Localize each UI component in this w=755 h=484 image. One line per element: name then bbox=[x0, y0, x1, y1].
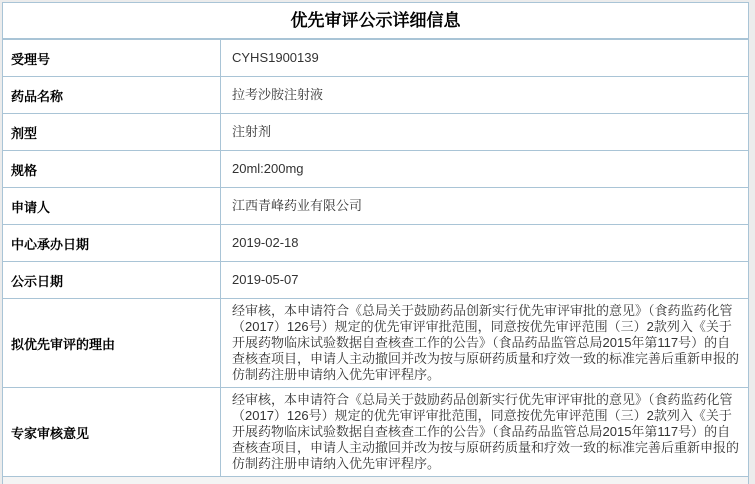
row-label: 规格 bbox=[3, 151, 221, 188]
row-label: 剂型 bbox=[3, 114, 221, 151]
table-row bbox=[3, 262, 749, 299]
row-value: 经审核，本申请符合《总局关于鼓励药品创新实行优先审评审批的意见》（食药监药化管（2017）126号）规定的优先审评审批范围，同意按优先审评范围（三）2款列入《关于开展药物临床试验数据自查核查工作的公告》（食品药品监管总局2015年第117号）的自查核查项目，申请人主动撤回并改为按与原研药质量和疗效一致的标准完善后重新申报的仿制药注册申请纳入优先审评程序。 bbox=[221, 388, 749, 477]
row-label: 申请人 bbox=[3, 188, 221, 225]
row-label: 受理号 bbox=[3, 40, 221, 77]
table-row bbox=[3, 40, 749, 77]
row-value: CYHS1900139 bbox=[221, 40, 749, 77]
table-row bbox=[3, 114, 749, 151]
next-row-partial bbox=[2, 477, 749, 484]
row-value: 注射剂 bbox=[221, 114, 749, 151]
table-row bbox=[3, 77, 749, 114]
table-row bbox=[3, 151, 749, 188]
row-label: 中心承办日期 bbox=[3, 225, 221, 262]
row-value: 经审核，本申请符合《总局关于鼓励药品创新实行优先审评审批的意见》（食药监药化管（2017）126号）规定的优先审评审批范围，同意按优先审评范围（三）2款列入《关于开展药物临床试验数据自查核查工作的公告》（食品药品监管总局2015年第117号）的自查核查项目，申请人主动撤回并改为按与原研药质量和疗效一致的标准完善后重新申报的仿制药注册申请纳入优先审评程序。 bbox=[221, 299, 749, 388]
row-value: 江西青峰药业有限公司 bbox=[221, 188, 749, 225]
row-label: 药品名称 bbox=[3, 77, 221, 114]
table-row bbox=[3, 388, 749, 477]
row-label: 专家审核意见 bbox=[3, 388, 221, 477]
row-label: 公示日期 bbox=[3, 262, 221, 299]
row-value: 20ml:200mg bbox=[221, 151, 749, 188]
row-value: 2019-05-07 bbox=[221, 262, 749, 299]
row-value: 2019-02-18 bbox=[221, 225, 749, 262]
table-row bbox=[3, 225, 749, 262]
table-row bbox=[3, 299, 749, 388]
row-label: 拟优先审评的理由 bbox=[3, 299, 221, 388]
priority-review-detail-page bbox=[2, 2, 749, 484]
page-title: 优先审评公示详细信息 bbox=[2, 2, 749, 39]
detail-table bbox=[2, 2, 749, 477]
detail-table-rows bbox=[3, 40, 749, 477]
row-value: 拉考沙胺注射液 bbox=[221, 77, 749, 114]
table-row bbox=[3, 188, 749, 225]
